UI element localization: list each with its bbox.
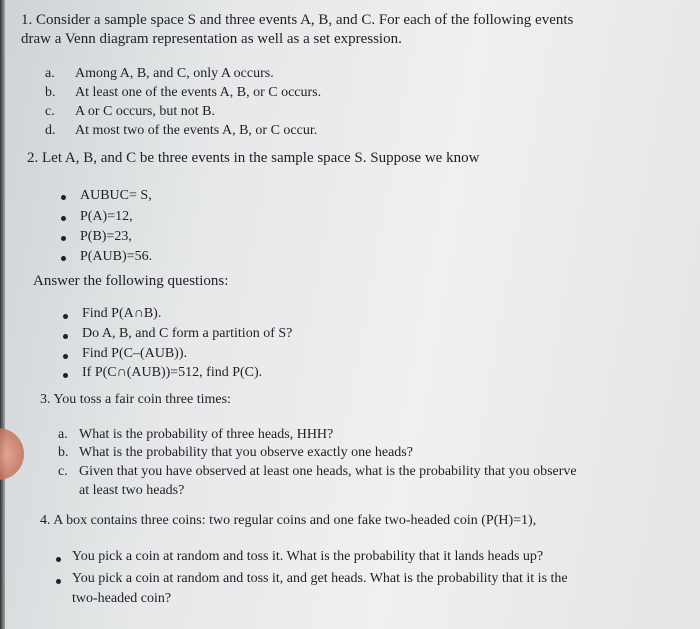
q3-item-c-label: c. [58, 464, 68, 479]
q1-item-a-label: a. [45, 66, 55, 81]
page-edge-shadow [0, 0, 5, 629]
finger-thumb-shape [0, 428, 24, 480]
q2-answer-heading: Answer the following questions: [33, 273, 229, 289]
q4-line1: 4. A box contains three coins: two regular coins and one fake two-headed coin (P(H)=1), [40, 513, 537, 528]
q3-item-a-text: What is the probability of three heads, HHH? [79, 427, 334, 442]
q2-line1: 2. Let A, B, and C be three events in the sample space S. Suppose we know [27, 150, 480, 166]
q2-given-1: AUBUC= S, [80, 188, 152, 203]
bullet-icon [63, 373, 68, 378]
q1-item-d-label: d. [45, 123, 56, 138]
q2-question-3: Find P(C–(AUB)). [82, 346, 188, 361]
q4-item-2-continuation: two-headed coin? [72, 591, 172, 606]
q1-line2: draw a Venn diagram representation as well as a set expression. [21, 31, 402, 47]
q4-item-2: You pick a coin at random and toss it, and get heads. What is the probability that it is the [72, 571, 568, 586]
q3-item-c-continuation: at least two heads? [79, 483, 185, 498]
q1-line1: 1. Consider a sample space S and three events A, B, and C. For each of the following events [21, 12, 574, 28]
bullet-icon [61, 216, 66, 221]
q1-item-d-text: At most two of the events A, B, or C occur. [75, 123, 318, 138]
q1-item-b-label: b. [45, 85, 56, 100]
bullet-icon [56, 579, 61, 584]
bullet-icon [63, 334, 68, 339]
q2-given-2: P(A)=12, [80, 209, 133, 224]
q2-question-1: Find P(A∩B). [82, 306, 162, 321]
bullet-icon [56, 557, 61, 562]
q1-item-c-label: c. [45, 104, 55, 119]
q3-item-b-text: What is the probability that you observe exactly one heads? [79, 445, 413, 460]
bullet-icon [61, 195, 66, 200]
q4-item-1: You pick a coin at random and toss it. What is the probability that it lands heads up? [72, 549, 544, 564]
bullet-icon [63, 314, 68, 319]
q1-item-a-text: Among A, B, and C, only A occurs. [75, 66, 274, 81]
q1-item-c-text: A or C occurs, but not B. [75, 104, 215, 119]
q3-item-c-text: Given that you have observed at least one heads, what is the probability that you observe [79, 464, 577, 479]
q3-item-b-label: b. [58, 445, 69, 460]
q2-question-4: If P(C∩(AUB))=512, find P(C). [82, 365, 263, 380]
q1-item-b-text: At least one of the events A, B, or C occurs. [75, 85, 322, 100]
q3-item-a-label: a. [58, 427, 68, 442]
q3-line1: 3. You toss a fair coin three times: [40, 392, 231, 407]
bullet-icon [61, 236, 66, 241]
q2-question-2: Do A, B, and C form a partition of S? [82, 326, 293, 341]
q2-given-4: P(AUB)=56. [80, 249, 153, 264]
bullet-icon [61, 256, 66, 261]
bullet-icon [63, 354, 68, 359]
q2-given-3: P(B)=23, [80, 229, 132, 244]
